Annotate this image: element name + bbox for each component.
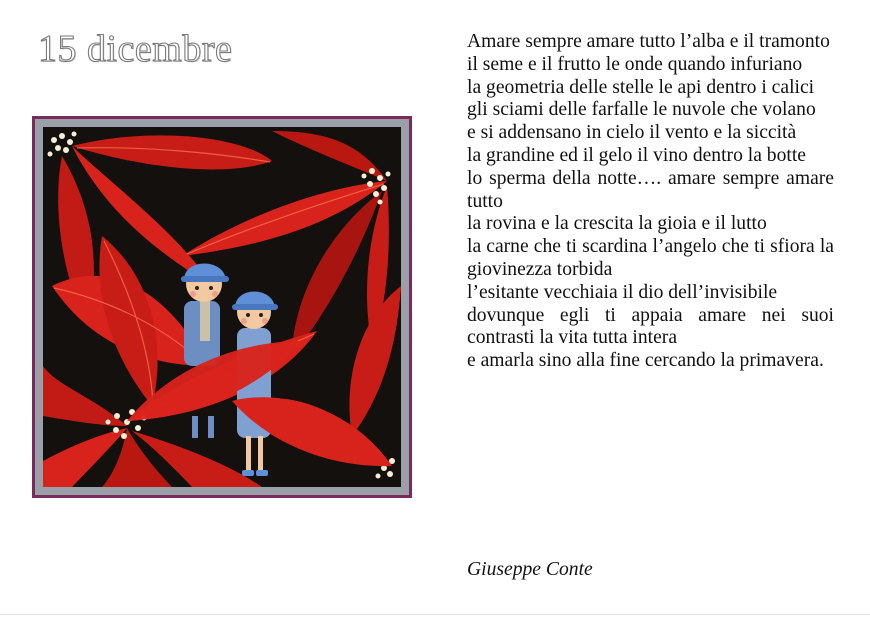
poem-line: e amarla sino alla fine cercando la primavera.	[467, 350, 824, 372]
poem-author: Giuseppe Conte	[467, 559, 593, 580]
page-title: 15 dicembre	[38, 28, 233, 70]
page-bottom-divider	[0, 614, 870, 615]
poem-line: la rovina e la crescita la gioia e il lutto	[467, 213, 767, 235]
poem-line: il seme e il frutto le onde quando infuriano	[467, 53, 803, 75]
poinsettia-illustration	[32, 116, 412, 498]
poem-line: e si addensano in cielo il vento e la siccità	[467, 122, 797, 144]
poem-line: lo sperma della notte…. amare sempre amare tutto	[467, 167, 834, 212]
poem-line: Amare sempre amare tutto l’alba e il tramonto	[467, 31, 830, 52]
illustration-svg	[32, 116, 412, 498]
poem-text	[467, 31, 834, 373]
poem-line: la carne che ti scardina l’angelo che ti sfiora la giovinezza torbida	[467, 236, 834, 280]
poem-line: la grandine ed il gelo il vino dentro la botte	[467, 144, 806, 166]
poem-line: dovunque egli ti appaia amare nei suoi contrasti la vita tutta intera	[467, 304, 834, 349]
poem-line: gli sciami delle farfalle le nuvole che volano	[467, 99, 816, 121]
poem-line: la geometria delle stelle le api dentro i calici	[467, 76, 815, 98]
poem-line: l’esitante vecchiaia il dio dell’invisibile	[467, 281, 778, 303]
